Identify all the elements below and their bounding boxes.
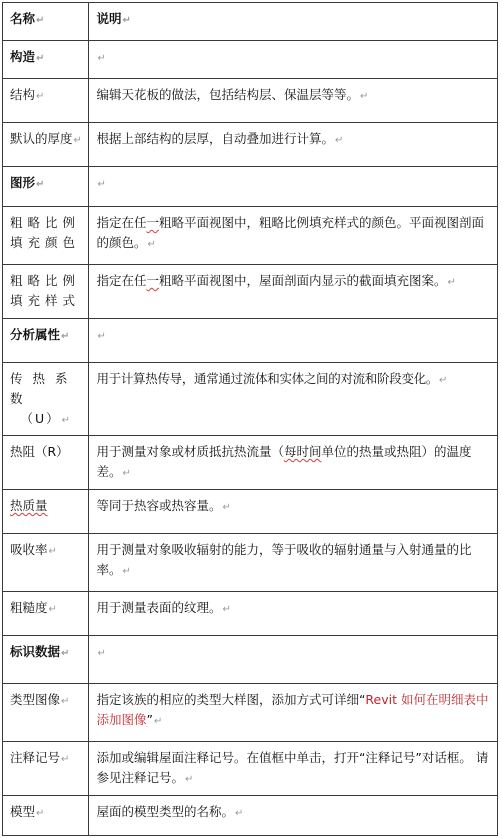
property-desc: 屋面的模型类型的名称。↵ <box>89 796 498 836</box>
property-desc: 添加或编辑屋面注释记号。在值框中单击，打开“注释记号”对话框。 请参见注释记号。↵ <box>89 742 498 796</box>
property-name: 传热系数 （U）↵ <box>3 363 89 436</box>
property-desc: 编辑天花板的做法，包括结构层、保温层等等。↵ <box>89 79 498 123</box>
table-header-row <box>3 3 498 41</box>
property-desc: 等同于热容或热容量。↵ <box>89 490 498 534</box>
property-desc: 根据上部结构的层厚，自动叠加进行计算。↵ <box>89 123 498 167</box>
property-name: 粗糙度↵ <box>3 592 89 636</box>
table-row <box>3 123 498 167</box>
empty-cell: ↵ <box>89 41 498 79</box>
empty-cell: ↵ <box>89 636 498 684</box>
property-desc: 指定该族的相应的类型大样图，添加方式可详细“Revit 如何在明细表中添加图像”↵ <box>89 684 498 742</box>
property-desc: 指定在任一粗略平面视图中，粗略比例填充样式的颜色。平面视图剖面的颜色。↵ <box>89 207 498 265</box>
property-desc: 用于计算热传导，通常通过流体和实体之间的对流和阶段变化。↵ <box>89 363 498 436</box>
table-row <box>3 742 498 796</box>
table-row <box>3 207 498 265</box>
property-name: 粗略比例填充颜色 <box>3 207 89 265</box>
type-image-link-text: Revit 如何在明细表中添加图像 <box>96 692 489 727</box>
property-desc: 用于测量对象吸收辐射的能力，等于吸收的辐射通量与入射通量的比率。↵ <box>89 534 498 592</box>
property-name: 注释记号↵ <box>3 742 89 796</box>
section-title: 图形↵ <box>3 167 89 207</box>
property-name: 模型↵ <box>3 796 89 836</box>
property-name: 默认的厚度↵ <box>3 123 89 167</box>
table-row <box>3 534 498 592</box>
section-title: 构造↵ <box>3 41 89 79</box>
section-row-graphics <box>3 167 498 207</box>
section-row-analysis <box>3 319 498 363</box>
table-row <box>3 796 498 836</box>
property-name: 结构↵ <box>3 79 89 123</box>
header-name-cell: 名称↵ <box>3 3 89 41</box>
property-desc: 指定在任一粗略平面视图中，屋面剖面内显示的截面填充图案。↵ <box>89 265 498 319</box>
property-name: 类型图像↵ <box>3 684 89 742</box>
header-desc-cell: 说明↵ <box>89 3 498 41</box>
empty-cell: ↵ <box>89 167 498 207</box>
property-name: 热质量 <box>3 490 89 534</box>
table-row <box>3 592 498 636</box>
section-row-identity <box>3 636 498 684</box>
section-row-construction <box>3 41 498 79</box>
table-row <box>3 436 498 490</box>
table-row <box>3 265 498 319</box>
table-row <box>3 684 498 742</box>
property-desc: 用于测量表面的纹理。↵ <box>89 592 498 636</box>
property-desc: 用于测量对象或材质抵抗热流量（每时间单位的热量或热阻）的温度差。↵ <box>89 436 498 490</box>
property-name: 粗略比例填充样式 <box>3 265 89 319</box>
table-row <box>3 79 498 123</box>
property-name: 热阻（R） <box>3 436 89 490</box>
section-title: 分析属性↵ <box>3 319 89 363</box>
table-row <box>3 363 498 436</box>
property-name: 吸收率↵ <box>3 534 89 592</box>
table-row <box>3 490 498 534</box>
empty-cell: ↵ <box>89 319 498 363</box>
section-title: 标识数据↵ <box>3 636 89 684</box>
properties-table <box>2 2 498 836</box>
